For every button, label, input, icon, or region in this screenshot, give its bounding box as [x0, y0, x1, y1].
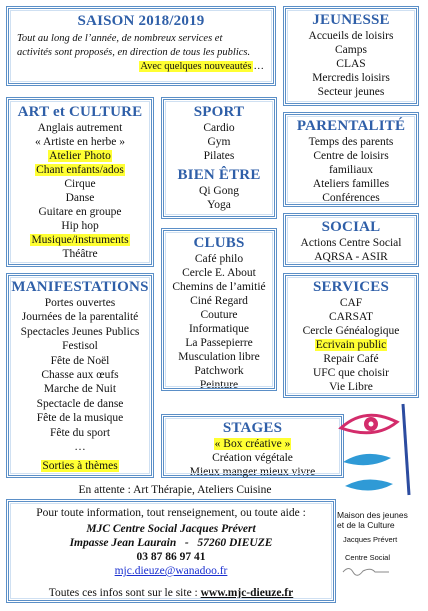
manifestations-item: Fête de Noël	[50, 354, 110, 367]
social-item: Actions Centre Social	[300, 237, 402, 249]
sport-item: Gym	[207, 136, 231, 148]
parentalite-list	[286, 135, 416, 205]
manifestations-title: MANIFESTATIONS	[11, 279, 149, 295]
clubs-item: Peinture	[199, 379, 239, 391]
stages-item: Création végétale	[212, 452, 293, 464]
bien-etre-item: Yoga	[207, 199, 231, 211]
services-title: SERVICES	[312, 279, 390, 295]
info-org: MJC Centre Social Jacques Prévert	[86, 523, 256, 535]
art-culture-item: « Artiste en herbe »	[34, 136, 126, 148]
saison-line-1: Tout au long de l’année, de nombreux services et	[17, 33, 223, 44]
manifestations-item: Festisol	[62, 340, 98, 353]
saison-ellipsis: …	[253, 61, 264, 72]
site-prefix: Toutes ces infos sont sur le site :	[48, 587, 201, 599]
info-address: Impasse Jean Laurain - 57260 DIEUZE	[69, 537, 273, 549]
manifestations-item: Spectacle de danse	[36, 397, 124, 410]
email-link[interactable]: mjc.dieuze@wanadoo.fr	[114, 565, 228, 577]
sport-box	[161, 97, 277, 219]
jeunesse-item: Camps	[335, 44, 367, 56]
manifestations-list	[9, 296, 151, 454]
mjc-logo	[335, 400, 425, 605]
sport-list	[164, 121, 274, 163]
saison-box	[6, 6, 276, 86]
bien-etre-list	[164, 184, 274, 212]
stages-box	[161, 414, 344, 478]
jeunesse-item: CLAS	[336, 58, 366, 70]
sorties-highlight: Sorties à thèmes	[42, 460, 118, 473]
services-item: Ecrivain public	[315, 339, 387, 351]
website-link[interactable]: www.mjc-dieuze.fr	[200, 587, 294, 599]
art-culture-item: Théâtre	[62, 248, 98, 260]
manifestations-item: …	[74, 441, 86, 454]
logo-line-2: et de la Culture	[337, 520, 395, 530]
clubs-item: Musculation libre	[178, 351, 260, 363]
art-culture-item: Guitare en groupe	[38, 206, 122, 218]
sport-item: Pilates	[203, 150, 235, 162]
manifestations-item: Chasse aux œufs	[41, 369, 119, 382]
logo-artwork-icon	[335, 400, 423, 505]
art-culture-box	[6, 97, 154, 267]
art-culture-item: Hip hop	[61, 220, 99, 232]
saison-highlight: Avec quelques nouveautés	[140, 61, 252, 72]
clubs-item: Café philo	[194, 253, 244, 265]
art-culture-item: Cirque	[64, 178, 96, 190]
bien-etre-title: BIEN ÊTRE	[177, 167, 261, 183]
art-culture-item: Chant enfants/ados	[36, 164, 124, 176]
manifestations-item: Spectacles Jeunes Publics	[20, 325, 140, 338]
art-culture-item: Anglais autrement	[37, 122, 123, 134]
clubs-item: La Passepierre	[185, 337, 253, 349]
clubs-item: Chemins de l’amitié	[172, 281, 266, 293]
services-list	[286, 296, 416, 394]
manifestations-item: Marche de Nuit	[43, 383, 117, 396]
clubs-item: Cercle E. About	[182, 267, 256, 279]
stages-item: « Box créative »	[214, 438, 291, 450]
parentalite-item: Ateliers familles	[312, 178, 390, 190]
parentalite-item: Centre de loisirs	[313, 150, 389, 162]
jeunesse-box	[283, 6, 419, 106]
clubs-item: Couture	[200, 309, 238, 321]
manifestations-box	[6, 273, 154, 478]
stages-title: STAGES	[222, 420, 283, 436]
manifestations-item: Portes ouvertes	[44, 297, 116, 309]
info-intro: Pour toute information, tout renseignement, ou toute aide :	[36, 507, 306, 519]
logo-line-4: Centre Social	[345, 553, 391, 562]
services-item: UFC que choisir	[312, 367, 390, 379]
clubs-title: CLUBS	[193, 235, 245, 251]
sport-title: SPORT	[193, 104, 245, 120]
bien-etre-item: Qi Gong	[199, 185, 239, 197]
art-culture-title: ART et CULTURE	[17, 104, 143, 120]
manifestations-item: Journées de la parentalité	[21, 311, 139, 324]
social-item: AQRSA - ASIR	[314, 251, 388, 263]
saison-intro	[9, 30, 273, 74]
clubs-list	[164, 252, 274, 392]
manifestations-item: Fête de la musique	[36, 412, 124, 425]
services-item: CAF	[339, 297, 363, 309]
services-item: Cercle Généalogique	[302, 325, 400, 337]
jeunesse-list	[286, 29, 416, 99]
clubs-item: Informatique	[188, 323, 250, 335]
parentalite-title: PARENTALITÉ	[296, 118, 406, 134]
parentalite-item: Conférences	[322, 192, 380, 204]
social-list	[286, 236, 416, 264]
parentalite-box	[283, 112, 419, 207]
parentalite-item: Temps des parents	[308, 136, 394, 148]
clubs-box	[161, 228, 277, 391]
attente-line: En attente : Art Thérapie, Ateliers Cuisine	[78, 484, 272, 496]
art-culture-item: Danse	[65, 192, 95, 204]
info-box	[6, 499, 336, 603]
logo-line-3: Jacques Prévert	[343, 535, 398, 544]
social-title: SOCIAL	[321, 219, 381, 235]
art-culture-item: Musique/instruments	[31, 234, 129, 246]
services-box	[283, 273, 419, 398]
stages-item: Mieux manger mieux vivre	[189, 466, 316, 478]
services-item: Repair Café	[323, 353, 379, 365]
art-culture-item: Atelier Photo	[49, 150, 111, 162]
social-box	[283, 213, 419, 267]
jeunesse-item: Secteur jeunes	[317, 86, 385, 98]
saison-line-2: activités sont proposés, en direction de tous les publics.	[17, 47, 251, 58]
stages-list	[164, 437, 341, 479]
art-culture-list	[9, 121, 151, 261]
signature-icon	[341, 563, 411, 577]
info-phone: 03 87 86 97 41	[136, 551, 206, 563]
clubs-item: Patchwork	[194, 365, 244, 377]
sport-item: Cardio	[203, 122, 235, 134]
services-item: Vie Libre	[329, 381, 373, 393]
jeunesse-item: Accueils de loisirs	[308, 30, 394, 42]
jeunesse-title: JEUNESSE	[312, 12, 390, 28]
saison-title: SAISON 2018/2019	[77, 13, 205, 29]
services-item: CARSAT	[328, 311, 374, 323]
clubs-item: Ciné Regard	[190, 295, 248, 307]
parentalite-item: familiaux	[328, 164, 374, 176]
jeunesse-item: Mercredis loisirs	[312, 72, 390, 84]
manifestations-item: Fête du sport	[49, 426, 111, 439]
logo-line-1: Maison des jeunes	[337, 510, 408, 520]
